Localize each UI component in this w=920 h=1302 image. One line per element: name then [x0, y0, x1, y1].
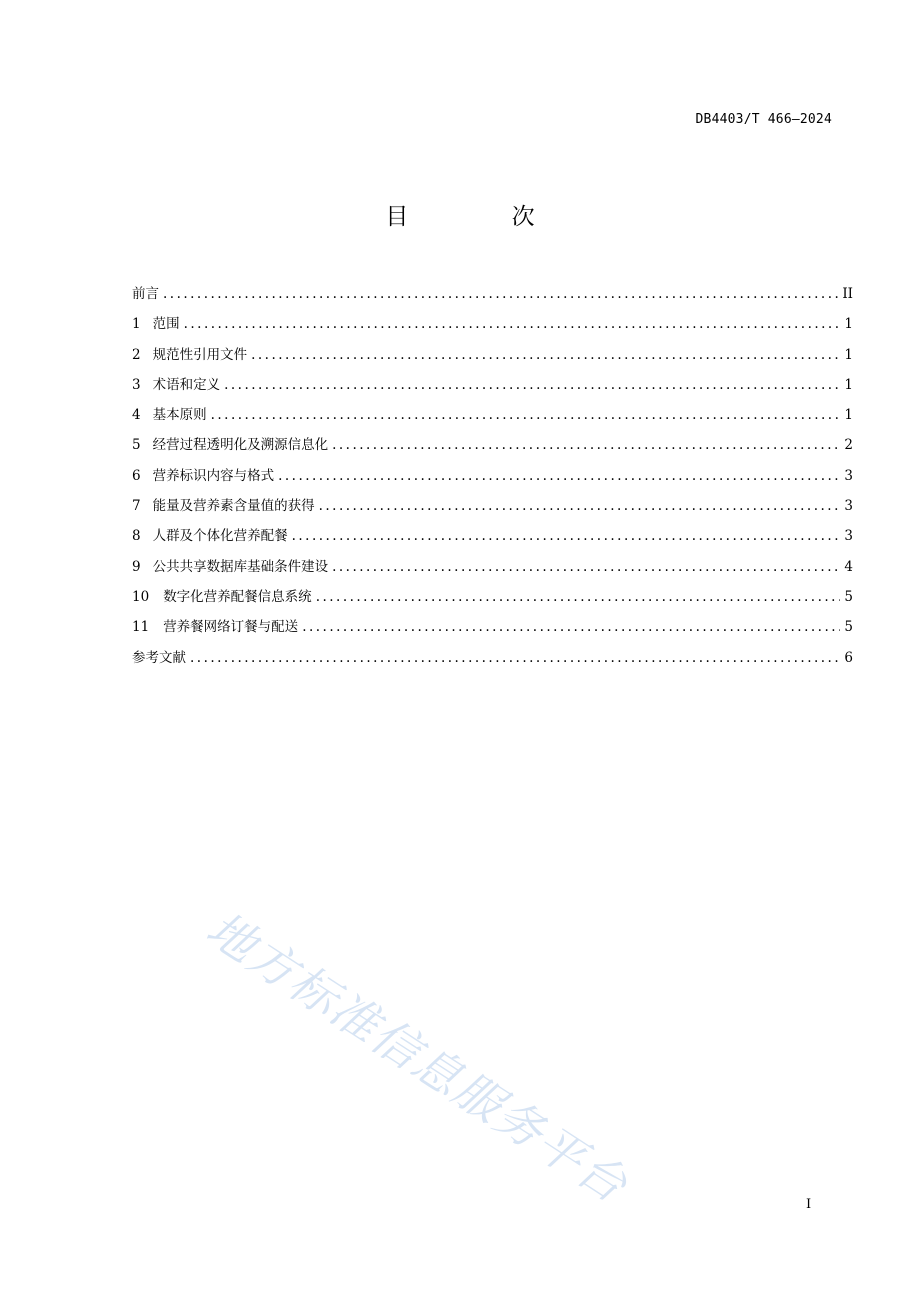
toc-dot-leader — [224, 374, 840, 396]
toc-entry-1[interactable] — [132, 313, 853, 343]
toc-dot-leader — [302, 616, 840, 638]
toc-entry-label: 参考文献 — [132, 649, 186, 666]
toc-dot-leader — [278, 465, 840, 487]
toc-entry-label: 基本原则 — [152, 407, 207, 424]
toc-entry-foreword[interactable] — [132, 283, 853, 313]
toc-entry-label: 术语和定义 — [152, 376, 221, 393]
toc-entry-page: 3 — [844, 467, 853, 484]
toc-entry-number: 3 — [132, 376, 141, 393]
toc-dot-leader — [190, 647, 840, 669]
toc-dot-leader — [163, 283, 838, 305]
toc-entry-label: 规范性引用文件 — [152, 346, 248, 363]
toc-entry-page: 1 — [844, 376, 853, 393]
toc-entry-5[interactable] — [132, 434, 853, 464]
toc-entry-page: 1 — [844, 316, 853, 333]
toc-entry-page: 2 — [844, 437, 853, 454]
toc-dot-leader — [184, 313, 841, 335]
watermark: 地方标准信息服务平台 — [196, 901, 638, 1215]
toc-entry-label: 营养餐网络订餐与配送 — [163, 619, 299, 636]
toc-entry-number: 4 — [132, 407, 141, 424]
document-code: DB4403/T 466—2024 — [695, 112, 832, 127]
toc-entry-7[interactable] — [132, 495, 853, 525]
toc-entry-number: 5 — [132, 437, 141, 454]
toc-entry-number: 1 — [132, 316, 141, 333]
toc-entry-page: 5 — [844, 619, 853, 636]
table-of-contents — [132, 283, 853, 677]
toc-entry-label: 范围 — [152, 316, 180, 333]
toc-entry-9[interactable] — [132, 556, 853, 586]
toc-dot-leader — [332, 556, 840, 578]
toc-entry-number: 7 — [132, 498, 141, 515]
toc-entry-page: 4 — [844, 558, 853, 575]
toc-entry-number: 11 — [132, 619, 150, 636]
toc-entry-number: 9 — [132, 558, 141, 575]
toc-entry-page: 5 — [844, 588, 853, 605]
toc-entry-label: 人群及个体化营养配餐 — [152, 528, 288, 545]
toc-entry-3[interactable] — [132, 374, 853, 404]
toc-entry-page: 1 — [844, 407, 853, 424]
toc-entry-label: 前言 — [132, 286, 159, 302]
toc-entry-number: 2 — [132, 346, 141, 363]
toc-entry-page: II — [842, 286, 853, 302]
toc-entry-references[interactable] — [132, 647, 853, 677]
toc-entry-label: 公共共享数据库基础条件建设 — [152, 558, 329, 575]
toc-dot-leader — [332, 434, 840, 456]
toc-entry-10[interactable] — [132, 586, 853, 616]
toc-dot-leader — [319, 495, 841, 517]
toc-entry-label: 经营过程透明化及溯源信息化 — [152, 437, 329, 454]
toc-dot-leader — [316, 586, 841, 608]
toc-entry-number: 8 — [132, 528, 141, 545]
toc-dot-leader — [292, 525, 841, 547]
toc-entry-label: 数字化营养配餐信息系统 — [163, 588, 312, 605]
toc-entry-label: 能量及营养素含量值的获得 — [152, 498, 315, 515]
toc-entry-11[interactable] — [132, 616, 853, 646]
toc-dot-leader — [211, 404, 841, 426]
toc-entry-number: 10 — [132, 588, 150, 605]
toc-entry-page: 3 — [844, 528, 853, 545]
toc-entry-2[interactable] — [132, 344, 853, 374]
toc-title: 目 次 — [385, 204, 583, 230]
toc-entry-page: 6 — [844, 649, 853, 666]
toc-entry-label: 营养标识内容与格式 — [152, 467, 275, 484]
toc-entry-4[interactable] — [132, 404, 853, 434]
toc-dot-leader — [251, 344, 840, 366]
toc-entry-page: 1 — [844, 346, 853, 363]
toc-entry-6[interactable] — [132, 465, 853, 495]
toc-entry-page: 3 — [844, 498, 853, 515]
toc-entry-8[interactable] — [132, 525, 853, 555]
page-number: I — [806, 1197, 812, 1212]
toc-entry-number: 6 — [132, 467, 141, 484]
